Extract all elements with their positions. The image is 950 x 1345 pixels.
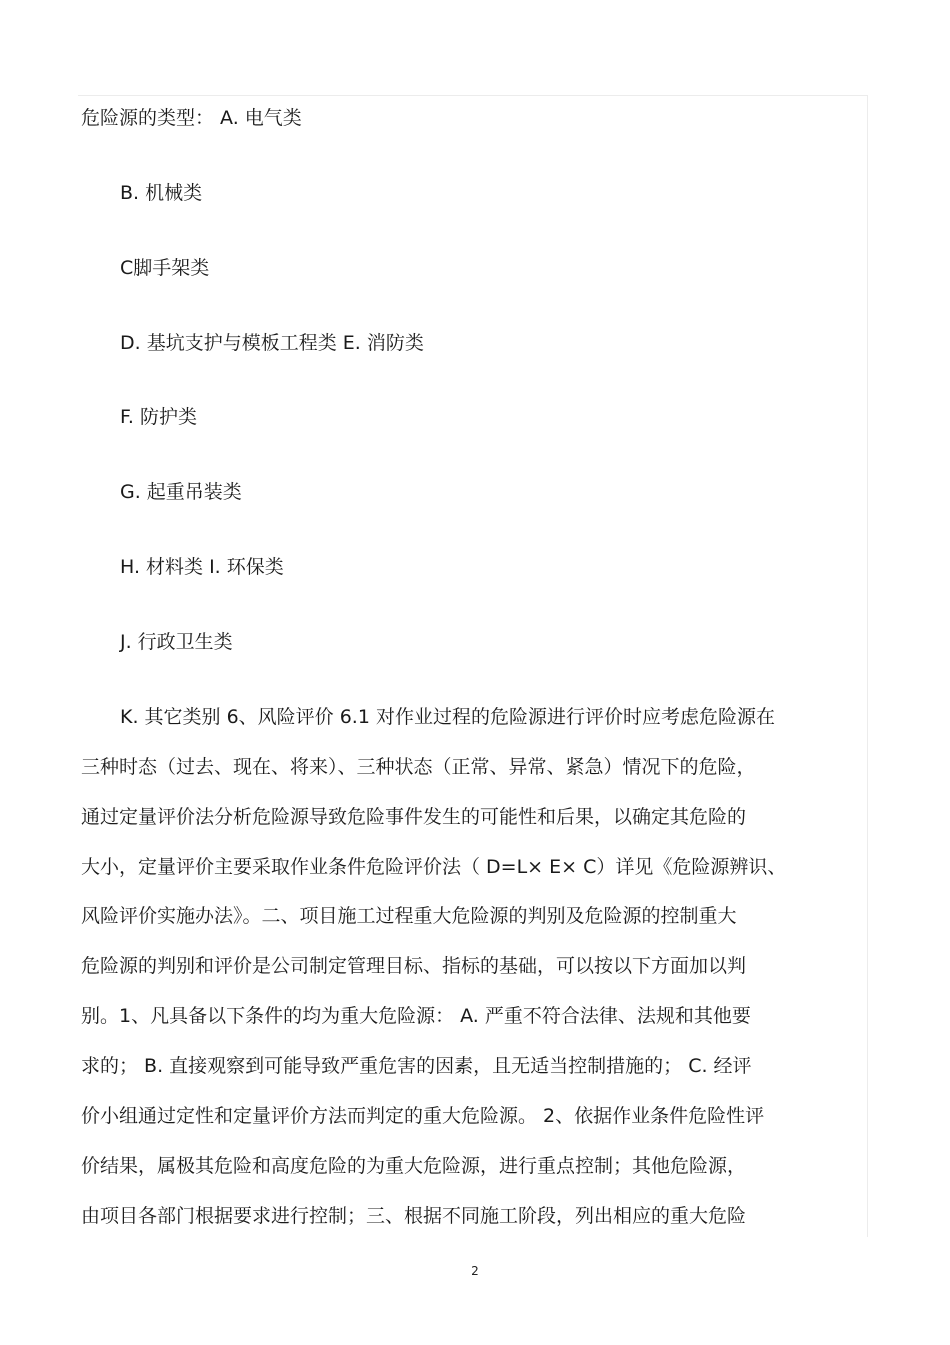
body-line-9: 价小组通过定性和定量评价方法而判定的重大危险源。 2、依据作业条件危险性评 [81, 1105, 765, 1127]
body-line-7: 别。1、凡具备以下条件的均为重大危险源： A. 严重不符合法律、法规和其他要 [81, 1005, 751, 1027]
body-line-10: 价结果，属极其危险和高度危险的为重大危险源，进行重点控制；其他危险源， [81, 1155, 747, 1177]
hazard-type-b: B. 机械类 [120, 182, 203, 204]
hazard-type-h-i: H. 材料类 I. 环保类 [120, 556, 284, 578]
body-line-5: 风险评价实施办法》。二、项目施工过程重大危险源的判别及危险源的控制重大 [81, 905, 737, 927]
body-line-11: 由项目各部门根据要求进行控制；三、根据不同施工阶段，列出相应的重大危险 [81, 1205, 747, 1227]
hazard-type-heading: 危险源的类型： A. 电气类 [81, 107, 302, 129]
body-line-3: 通过定量评价法分析危险源导致危险事件发生的可能性和后果，以确定其危险的 [81, 806, 747, 828]
body-line-4: 大小，定量评价主要采取作业条件危险评价法（ D=L× E× C）详见《危险源辨识、 [81, 856, 787, 878]
body-line-6: 危险源的判别和评价是公司制定管理目标、指标的基础，可以按以下方面加以判 [81, 955, 747, 977]
body-line-8: 求的； B. 直接观察到可能导致严重危害的因素，且无适当控制措施的； C. 经评 [81, 1055, 752, 1077]
body-line-1: K. 其它类别 6、风险评价 6.1 对作业过程的危险源进行评价时应考虑危险源在 [120, 706, 775, 728]
hazard-type-c: C脚手架类 [120, 257, 210, 279]
hazard-type-g: G. 起重吊装类 [120, 481, 242, 503]
hazard-type-j: J. 行政卫生类 [120, 631, 233, 653]
page-number: 2 [471, 1264, 479, 1278]
hazard-type-d-e: D. 基坑支护与模板工程类 E. 消防类 [120, 332, 424, 354]
hazard-type-f: F. 防护类 [120, 406, 197, 428]
body-line-2: 三种时态（过去、现在、将来）、三种状态（正常、异常、紧急）情况下的危险， [81, 756, 756, 778]
